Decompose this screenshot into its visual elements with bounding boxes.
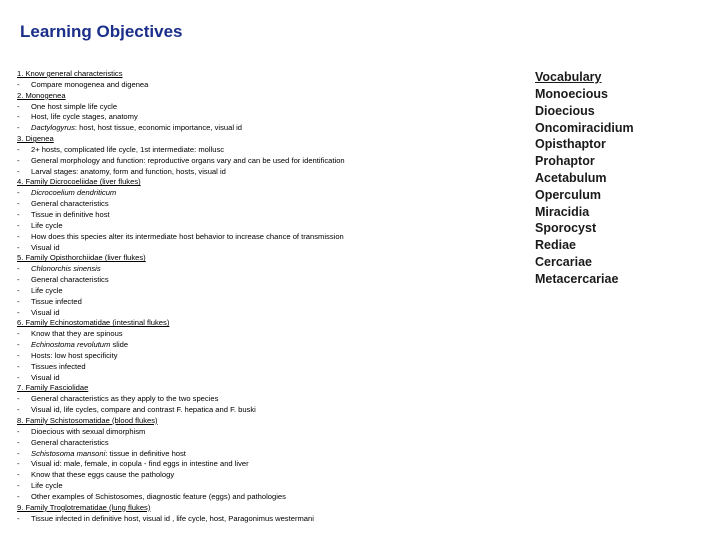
objective-text: Know that these eggs cause the pathology bbox=[31, 470, 175, 480]
objective-item bbox=[17, 362, 497, 373]
objective-text: Life cycle bbox=[31, 285, 63, 295]
objective-heading bbox=[17, 253, 497, 264]
bullet-dash: - bbox=[17, 437, 20, 447]
vocabulary-term: Oncomiracidium bbox=[535, 120, 634, 135]
objective-item bbox=[17, 145, 497, 156]
bullet-dash: - bbox=[17, 350, 20, 360]
objectives-list bbox=[17, 69, 497, 524]
bullet-dash: - bbox=[17, 264, 20, 274]
vocabulary-term: Acetabulum bbox=[535, 170, 607, 185]
objective-text: : host, host tissue, economic importance, visual id bbox=[74, 123, 243, 133]
objective-text: 8. Family Schistosomatidae (blood flukes) bbox=[17, 416, 158, 425]
bullet-dash: - bbox=[17, 394, 20, 404]
objective-text: Visual id: male, female, in copula - find eggs in intestine and liver bbox=[31, 459, 249, 469]
objective-item bbox=[17, 373, 497, 384]
objective-heading bbox=[17, 318, 497, 329]
objective-text: 9. Family Troglotrematidae (lung flukes) bbox=[17, 502, 151, 512]
italic-term: Dactylogyrus bbox=[31, 123, 75, 133]
objective-item bbox=[17, 449, 497, 460]
objective-item bbox=[17, 156, 497, 167]
objective-item bbox=[17, 459, 497, 470]
objective-item bbox=[17, 514, 497, 525]
objective-item bbox=[17, 492, 497, 503]
vocabulary-term: Monoecious bbox=[535, 87, 608, 101]
objective-item bbox=[17, 264, 497, 275]
objective-text: slide bbox=[110, 340, 129, 350]
objective-item bbox=[17, 80, 497, 91]
objective-item bbox=[17, 438, 497, 449]
vocabulary-term: Rediae bbox=[535, 238, 576, 253]
objective-item bbox=[17, 210, 497, 221]
objective-text: Know that they are spinous bbox=[31, 329, 123, 339]
italic-term: Chlonorchis sinensis bbox=[31, 264, 101, 274]
objective-text: Tissue in definitive host bbox=[31, 209, 110, 219]
objective-text: Larval stages: anatomy, form and function, hosts, visual id bbox=[31, 166, 226, 176]
objective-item bbox=[17, 167, 497, 178]
bullet-dash: - bbox=[17, 231, 20, 241]
objective-item bbox=[17, 340, 497, 351]
bullet-dash: - bbox=[17, 79, 20, 89]
italic-term: Echinostoma revolutum bbox=[31, 340, 111, 350]
objective-text: General characteristics bbox=[31, 199, 109, 209]
objective-item bbox=[17, 221, 497, 232]
objective-item bbox=[17, 329, 497, 340]
objective-heading bbox=[17, 134, 497, 145]
objective-text: Hosts: low host specificity bbox=[31, 350, 118, 360]
bullet-dash: - bbox=[17, 372, 20, 382]
objective-heading bbox=[17, 69, 497, 80]
bullet-dash: - bbox=[17, 144, 20, 154]
objective-heading bbox=[17, 91, 497, 102]
objective-text: Tissues infected bbox=[31, 361, 86, 371]
vocabulary-term: Sporocyst bbox=[535, 221, 597, 236]
objective-text: Dioecious with sexual dimorphism bbox=[31, 426, 146, 436]
objective-text: Life cycle bbox=[31, 220, 63, 230]
objective-item bbox=[17, 188, 497, 199]
italic-term: Schistosoma mansoni bbox=[31, 448, 106, 458]
objective-text: General characteristics bbox=[31, 275, 109, 285]
vocabulary-term: Opisthaptor bbox=[535, 137, 606, 152]
objective-text: 7. Family Fasciolidae bbox=[17, 383, 89, 393]
bullet-dash: - bbox=[17, 329, 20, 339]
bullet-dash: - bbox=[17, 513, 20, 523]
bullet-dash: - bbox=[17, 242, 20, 252]
bullet-dash: - bbox=[17, 481, 20, 491]
vocabulary-term: Miracidia bbox=[535, 204, 590, 219]
vocabulary-list bbox=[535, 86, 634, 288]
objective-heading bbox=[17, 383, 497, 394]
objective-text: Other examples of Schistosomes, diagnostic feature (eggs) and pathologies bbox=[31, 491, 286, 501]
objective-item bbox=[17, 112, 497, 123]
objective-text: General morphology and function: reproductive organs vary and can be used for identification bbox=[31, 155, 345, 165]
objective-text: How does this species alter its intermediate host behavior to increase chance of transmission bbox=[31, 231, 344, 241]
objective-text: Tissue infected in definitive host, visual id , life cycle, host, Paragonimus westermani bbox=[31, 513, 314, 523]
objective-item bbox=[17, 394, 497, 405]
objective-text: 5. Family Opisthorchiidae (liver flukes) bbox=[17, 253, 146, 263]
objective-heading bbox=[17, 416, 497, 427]
vocabulary-heading: Vocabulary bbox=[535, 70, 602, 84]
bullet-dash: - bbox=[17, 155, 20, 165]
bullet-dash: - bbox=[17, 188, 20, 198]
objective-heading bbox=[17, 177, 497, 188]
objective-text: 1. Know general characteristics bbox=[17, 69, 123, 78]
objective-text: Host, life cycle stages, anatomy bbox=[31, 112, 138, 122]
objective-text: Life cycle bbox=[31, 481, 63, 491]
bullet-dash: - bbox=[17, 285, 20, 295]
italic-term: Dicrocoelium dendriticum bbox=[31, 188, 117, 198]
bullet-dash: - bbox=[17, 166, 20, 176]
bullet-dash: - bbox=[17, 426, 20, 436]
bullet-dash: - bbox=[17, 459, 20, 469]
bullet-dash: - bbox=[17, 220, 20, 230]
bullet-dash: - bbox=[17, 123, 20, 133]
bullet-dash: - bbox=[17, 112, 20, 122]
objective-item bbox=[17, 405, 497, 416]
vocabulary-term: Cercariae bbox=[535, 254, 592, 269]
bullet-dash: - bbox=[17, 199, 20, 209]
objective-item bbox=[17, 427, 497, 438]
vocabulary-term: Dioecious bbox=[535, 103, 595, 118]
page-title: Learning Objectives bbox=[20, 22, 183, 41]
vocabulary-panel bbox=[535, 69, 634, 288]
objective-item bbox=[17, 199, 497, 210]
bullet-dash: - bbox=[17, 101, 20, 111]
objective-text: Visual id bbox=[31, 307, 60, 317]
objective-text: 6. Family Echinostomatidae (intestinal flukes) bbox=[17, 318, 170, 328]
vocabulary-term: Metacercariae bbox=[535, 271, 619, 286]
objective-text: : tissue in definitive host bbox=[105, 448, 186, 458]
vocabulary-term: Operculum bbox=[535, 187, 601, 202]
bullet-dash: - bbox=[17, 275, 20, 285]
objective-text: 2+ hosts, complicated life cycle, 1st intermediate: mollusc bbox=[31, 144, 225, 154]
bullet-dash: - bbox=[17, 491, 20, 501]
bullet-dash: - bbox=[17, 307, 20, 317]
objective-text: 2. Monogenea bbox=[17, 90, 66, 100]
objective-text: One host simple life cycle bbox=[31, 101, 118, 111]
objective-text: Visual id bbox=[31, 372, 60, 382]
bullet-dash: - bbox=[17, 470, 20, 480]
bullet-dash: - bbox=[17, 340, 20, 350]
bullet-dash: - bbox=[17, 209, 20, 219]
objective-item bbox=[17, 123, 497, 134]
objective-text: 3. Digenea bbox=[17, 134, 54, 144]
objective-text: Tissue infected bbox=[31, 296, 82, 306]
objective-text: General characteristics bbox=[31, 437, 109, 447]
objective-text: 4. Family Dicrocoeliidae (liver flukes) bbox=[17, 177, 141, 187]
objective-text: Compare monogenea and digenea bbox=[31, 79, 149, 89]
bullet-dash: - bbox=[17, 405, 20, 415]
objective-item bbox=[17, 275, 497, 286]
bullet-dash: - bbox=[17, 296, 20, 306]
objective-text: Visual id, life cycles, compare and contrast F. hepatica and F. buski bbox=[31, 405, 256, 415]
objective-item bbox=[17, 308, 497, 319]
objective-item bbox=[17, 351, 497, 362]
objective-text: General characteristics as they apply to the two species bbox=[31, 394, 219, 404]
bullet-dash: - bbox=[17, 361, 20, 371]
objective-item bbox=[17, 481, 497, 492]
bullet-dash: - bbox=[17, 448, 20, 458]
vocabulary-term: Prohaptor bbox=[535, 154, 595, 169]
objective-text: Visual id bbox=[31, 242, 60, 252]
objective-item bbox=[17, 286, 497, 297]
objective-item bbox=[17, 102, 497, 113]
objective-heading bbox=[17, 503, 497, 514]
objective-item bbox=[17, 470, 497, 481]
objective-item bbox=[17, 232, 497, 243]
objective-item bbox=[17, 243, 497, 254]
objective-item bbox=[17, 297, 497, 308]
